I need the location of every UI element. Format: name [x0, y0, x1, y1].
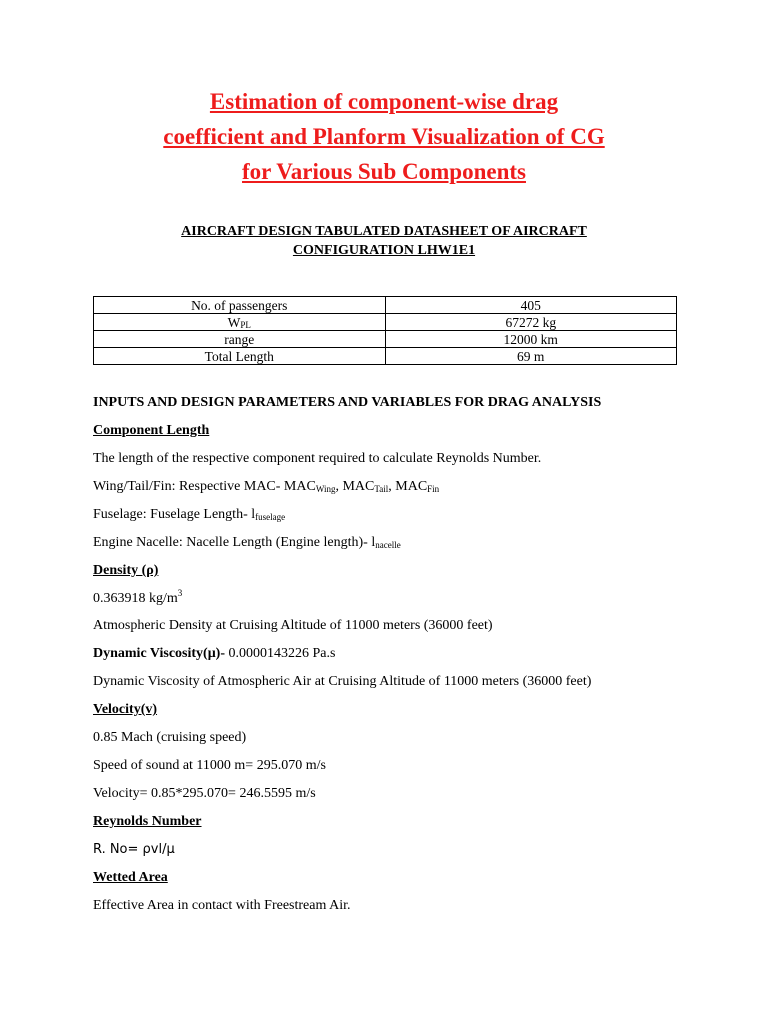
- nacelle-subscript: nacelle: [375, 540, 401, 550]
- viscosity-line: [93, 645, 335, 663]
- wetted-area-description: Effective Area in contact with Freestream Air.: [93, 898, 351, 913]
- aircraft-spec-table: [93, 296, 677, 365]
- velocity-mach: 0.85 Mach (cruising speed): [93, 730, 247, 745]
- fuselage-subscript: fuselage: [255, 512, 286, 522]
- datasheet-heading: [120, 222, 648, 260]
- payload-weight-symbol: W: [227, 314, 241, 330]
- density-value: [93, 590, 182, 608]
- title-line-2: coefficient and Planform Visualization of CG: [163, 124, 605, 149]
- table-row: [94, 348, 677, 365]
- mac-wing-subscript: Wing: [315, 484, 336, 494]
- reynolds-formula: R. No= ρvl/μ: [93, 842, 175, 857]
- viscosity-label: Dynamic Viscosity(μ)-: [93, 646, 225, 661]
- velocity-calculation: Velocity= 0.85*295.070= 246.5595 m/s: [93, 786, 316, 801]
- table-cell-value: 12000 km: [385, 331, 677, 348]
- wing-prefix: Wing/Tail/Fin: Respective MAC- MAC: [93, 479, 316, 494]
- table-cell-label: No. of passengers: [94, 297, 386, 314]
- title-line-1: Estimation of component-wise drag: [209, 89, 559, 114]
- document-title: [100, 84, 668, 189]
- table-cell-label: Total Length: [94, 348, 386, 365]
- reynolds-heading: Reynolds Number: [93, 814, 202, 829]
- datasheet-heading-line-1: AIRCRAFT DESIGN TABULATED DATASHEET OF AIRCRAFT: [181, 224, 587, 239]
- datasheet-heading-line-2: CONFIGURATION LHW1E1: [292, 243, 476, 258]
- table-cell-label: range: [94, 331, 386, 348]
- viscosity-description: Dynamic Viscosity of Atmospheric Air at Cruising Altitude of 11000 meters (36000 feet): [93, 674, 592, 689]
- component-length-heading: Component Length: [93, 423, 210, 438]
- mac-fin-text: , MAC: [388, 479, 428, 494]
- speed-of-sound: Speed of sound at 11000 m= 295.070 m/s: [93, 758, 326, 773]
- fuselage-length-line: [93, 506, 285, 524]
- fuselage-prefix: Fuselage: Fuselage Length- l: [93, 507, 256, 522]
- component-length-description: The length of the respective component required to calculate Reynolds Number.: [93, 451, 542, 466]
- nacelle-prefix: Engine Nacelle: Nacelle Length (Engine length)- l: [93, 535, 376, 550]
- density-heading: Density (ρ): [93, 563, 159, 578]
- density-value-text: 0.363918 kg/m: [93, 591, 178, 606]
- wetted-area-heading: Wetted Area: [93, 870, 168, 885]
- wing-tail-fin-line: [93, 478, 439, 496]
- table-cell-value: 69 m: [385, 348, 677, 365]
- nacelle-length-line: [93, 534, 401, 552]
- table-row: [94, 297, 677, 314]
- table-row: [94, 331, 677, 348]
- density-unit-exponent: 3: [177, 588, 183, 598]
- mac-fin-subscript: Fin: [427, 484, 440, 494]
- mac-tail-text: , MAC: [335, 479, 375, 494]
- density-description: Atmospheric Density at Cruising Altitude of 11000 meters (36000 feet): [93, 618, 493, 633]
- mac-tail-subscript: Tail: [374, 484, 389, 494]
- table-cell-value: 67272 kg: [385, 314, 677, 331]
- inputs-section-heading: INPUTS AND DESIGN PARAMETERS AND VARIABLES FOR DRAG ANALYSIS: [93, 395, 602, 410]
- table-cell-label: [94, 314, 386, 331]
- velocity-heading: Velocity(v): [93, 702, 158, 717]
- viscosity-value: 0.0000143226 Pa.s: [224, 646, 336, 661]
- table-cell-value: 405: [385, 297, 677, 314]
- payload-weight-subscript: PL: [240, 319, 251, 330]
- table-row: [94, 314, 677, 331]
- title-line-3: for Various Sub Components: [242, 159, 526, 184]
